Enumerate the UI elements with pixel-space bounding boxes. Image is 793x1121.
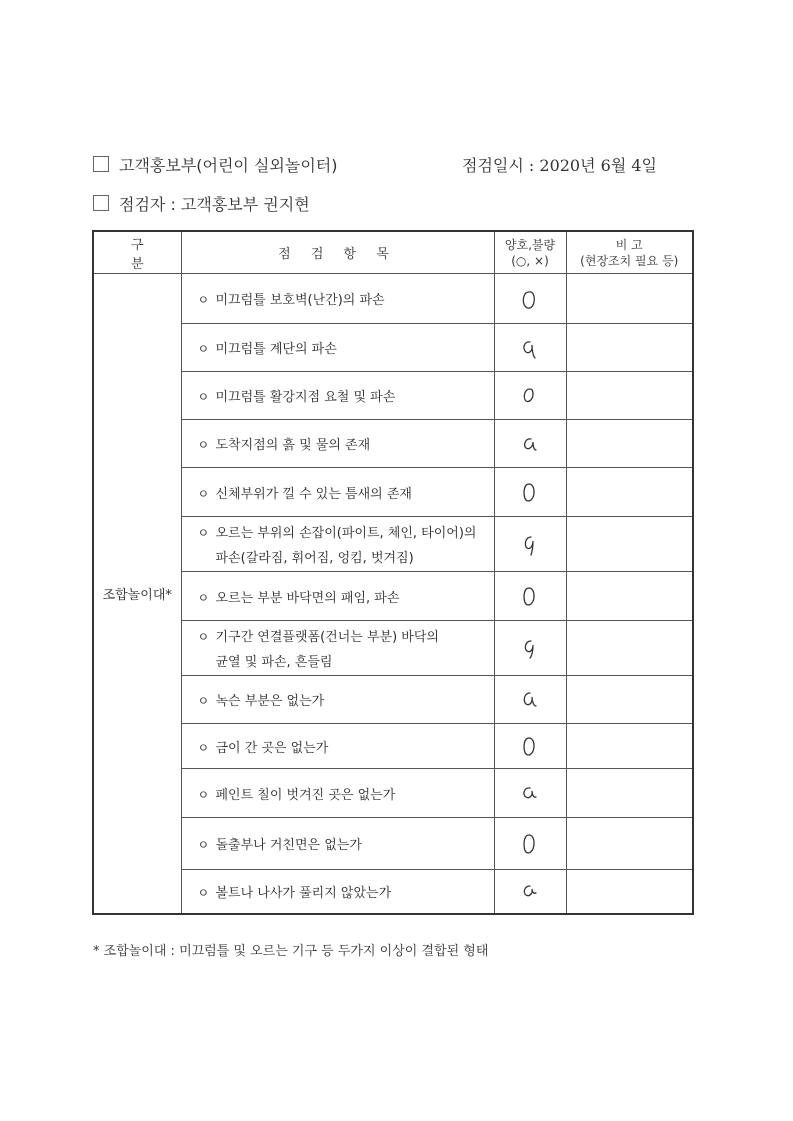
check-item-text: 녹슨 부분은 없는가 xyxy=(215,694,325,709)
bullet-icon: ㅇ xyxy=(197,838,210,852)
facility-title: 고객홍보부(어린이 실외놀이터) xyxy=(119,156,338,175)
note-cell xyxy=(566,274,693,324)
table-row xyxy=(93,274,693,324)
check-item xyxy=(181,274,494,324)
handwritten-o-mark xyxy=(517,477,543,507)
note-cell xyxy=(566,621,693,676)
check-item-text: 금이 간 곳은 없는가 xyxy=(215,740,329,756)
check-item-text: 도착지점의 흙 및 물의 존재 xyxy=(215,438,371,453)
col-note-sub: (현장조치 필요 등) xyxy=(580,253,679,268)
bullet-icon: ㅇ xyxy=(197,630,210,644)
bullet-icon: ㅇ xyxy=(197,390,210,404)
check-item xyxy=(181,621,494,676)
bullet-icon: ㅇ xyxy=(197,885,210,900)
check-item-text: 신체부위가 낄 수 있는 틈새의 존재 xyxy=(215,486,412,502)
result-cell xyxy=(494,372,566,420)
check-item-text: 미끄럼틀 활강지점 요철 및 파손 xyxy=(215,390,396,405)
check-item-text: 오르는 부분 바닥면의 패임, 파손 xyxy=(215,590,400,606)
check-item-text: 페인트 칠이 벗겨진 곳은 없는가 xyxy=(215,787,396,803)
bullet-icon: ㅇ xyxy=(197,787,210,802)
check-item-text-line2: 균열 및 파손, 흔들림 xyxy=(215,655,333,670)
header-inspector xyxy=(93,192,310,215)
table-row xyxy=(93,372,693,420)
result-cell xyxy=(494,621,566,676)
check-item-text: 미끄럼틀 보호벽(난간)의 파손 xyxy=(215,293,385,308)
note-cell xyxy=(566,468,693,517)
bullet-icon: ㅇ xyxy=(197,740,210,755)
bullet-icon: ㅇ xyxy=(197,694,210,708)
handwritten-o-mark xyxy=(517,731,543,761)
table-row xyxy=(93,818,693,870)
table-row xyxy=(93,420,693,468)
note-cell xyxy=(566,724,693,769)
result-cell xyxy=(494,274,566,324)
check-item-text: 돌출부나 거친면은 없는가 xyxy=(215,838,362,853)
check-item xyxy=(181,818,494,870)
checkbox-icon xyxy=(93,156,109,172)
table-row xyxy=(93,870,693,914)
header-title xyxy=(93,153,338,176)
table-row xyxy=(93,468,693,517)
col-result-label: 양호,불량 xyxy=(504,237,556,252)
bullet-icon: ㅇ xyxy=(197,342,210,356)
check-item xyxy=(181,517,494,572)
note-cell xyxy=(566,517,693,572)
handwritten-o-mark xyxy=(517,381,543,411)
check-item xyxy=(181,372,494,420)
table-row xyxy=(93,572,693,621)
check-item xyxy=(181,870,494,914)
check-item-text: 오르는 부위의 손잡이(파이트, 체인, 타이어)의 xyxy=(215,526,477,541)
bullet-icon: ㅇ xyxy=(197,293,210,307)
footnote: * 조합놀이대 : 미끄럼틀 및 오르는 기구 등 두가지 이상이 결합된 형태 xyxy=(93,944,489,959)
handwritten-o-mark xyxy=(517,581,543,611)
table-row xyxy=(93,724,693,769)
col-result-sub: (○, ×) xyxy=(511,253,549,268)
result-cell xyxy=(494,769,566,818)
note-cell xyxy=(566,818,693,870)
handwritten-o-mark xyxy=(517,284,543,314)
check-item xyxy=(181,468,494,517)
check-item-text-line2: 파손(갈라짐, 휘어짐, 엉킴, 벗겨짐) xyxy=(215,551,414,566)
check-item xyxy=(181,324,494,372)
result-cell xyxy=(494,517,566,572)
checkbox-icon xyxy=(93,195,109,211)
col-category-header: 구 분 xyxy=(93,231,181,274)
inspection-table xyxy=(92,230,694,915)
note-cell xyxy=(566,676,693,724)
check-item xyxy=(181,420,494,468)
bullet-icon: ㅇ xyxy=(197,486,210,501)
bullet-icon: ㅇ xyxy=(197,438,210,452)
result-cell xyxy=(494,468,566,517)
result-cell xyxy=(494,676,566,724)
result-cell xyxy=(494,870,566,914)
col-item-header: 점 검 항 목 xyxy=(181,231,494,274)
table-row xyxy=(93,324,693,372)
result-cell xyxy=(494,572,566,621)
table-body xyxy=(93,274,693,914)
result-cell xyxy=(494,420,566,468)
inspection-date: 점검일시 : 2020년 6월 4일 xyxy=(462,156,658,175)
check-item xyxy=(181,676,494,724)
handwritten-o-mark xyxy=(517,829,543,859)
bullet-icon: ㅇ xyxy=(197,526,210,540)
result-cell xyxy=(494,818,566,870)
result-cell xyxy=(494,324,566,372)
check-item xyxy=(181,769,494,818)
handwritten-o-mark xyxy=(517,633,543,663)
handwritten-o-mark xyxy=(517,778,543,808)
handwritten-o-mark xyxy=(517,429,543,459)
table-row xyxy=(93,621,693,676)
table-row xyxy=(93,676,693,724)
check-item xyxy=(181,724,494,769)
note-cell xyxy=(566,870,693,914)
note-cell xyxy=(566,372,693,420)
handwritten-o-mark xyxy=(517,333,543,363)
inspector-name: 점검자 : 고객홍보부 권지현 xyxy=(119,195,310,214)
table-header-row xyxy=(93,231,693,274)
handwritten-o-mark xyxy=(517,876,543,906)
note-cell xyxy=(566,324,693,372)
note-cell xyxy=(566,572,693,621)
check-item-text: 볼트나 나사가 풀리지 않았는가 xyxy=(215,885,392,901)
col-result-header xyxy=(494,231,566,274)
check-item-text: 기구간 연결플랫폼(건너는 부분) 바닥의 xyxy=(215,630,439,645)
check-item-text: 미끄럼틀 계단의 파손 xyxy=(215,342,337,357)
check-item xyxy=(181,572,494,621)
handwritten-o-mark xyxy=(517,529,543,559)
result-cell xyxy=(494,724,566,769)
note-cell xyxy=(566,769,693,818)
note-cell xyxy=(566,420,693,468)
col-note-header xyxy=(566,231,693,274)
category-cell: 조합놀이대* xyxy=(93,274,181,914)
table-row xyxy=(93,769,693,818)
table-row xyxy=(93,517,693,572)
bullet-icon: ㅇ xyxy=(197,590,210,605)
handwritten-o-mark xyxy=(517,685,543,715)
col-note-label: 비 고 xyxy=(615,237,643,252)
